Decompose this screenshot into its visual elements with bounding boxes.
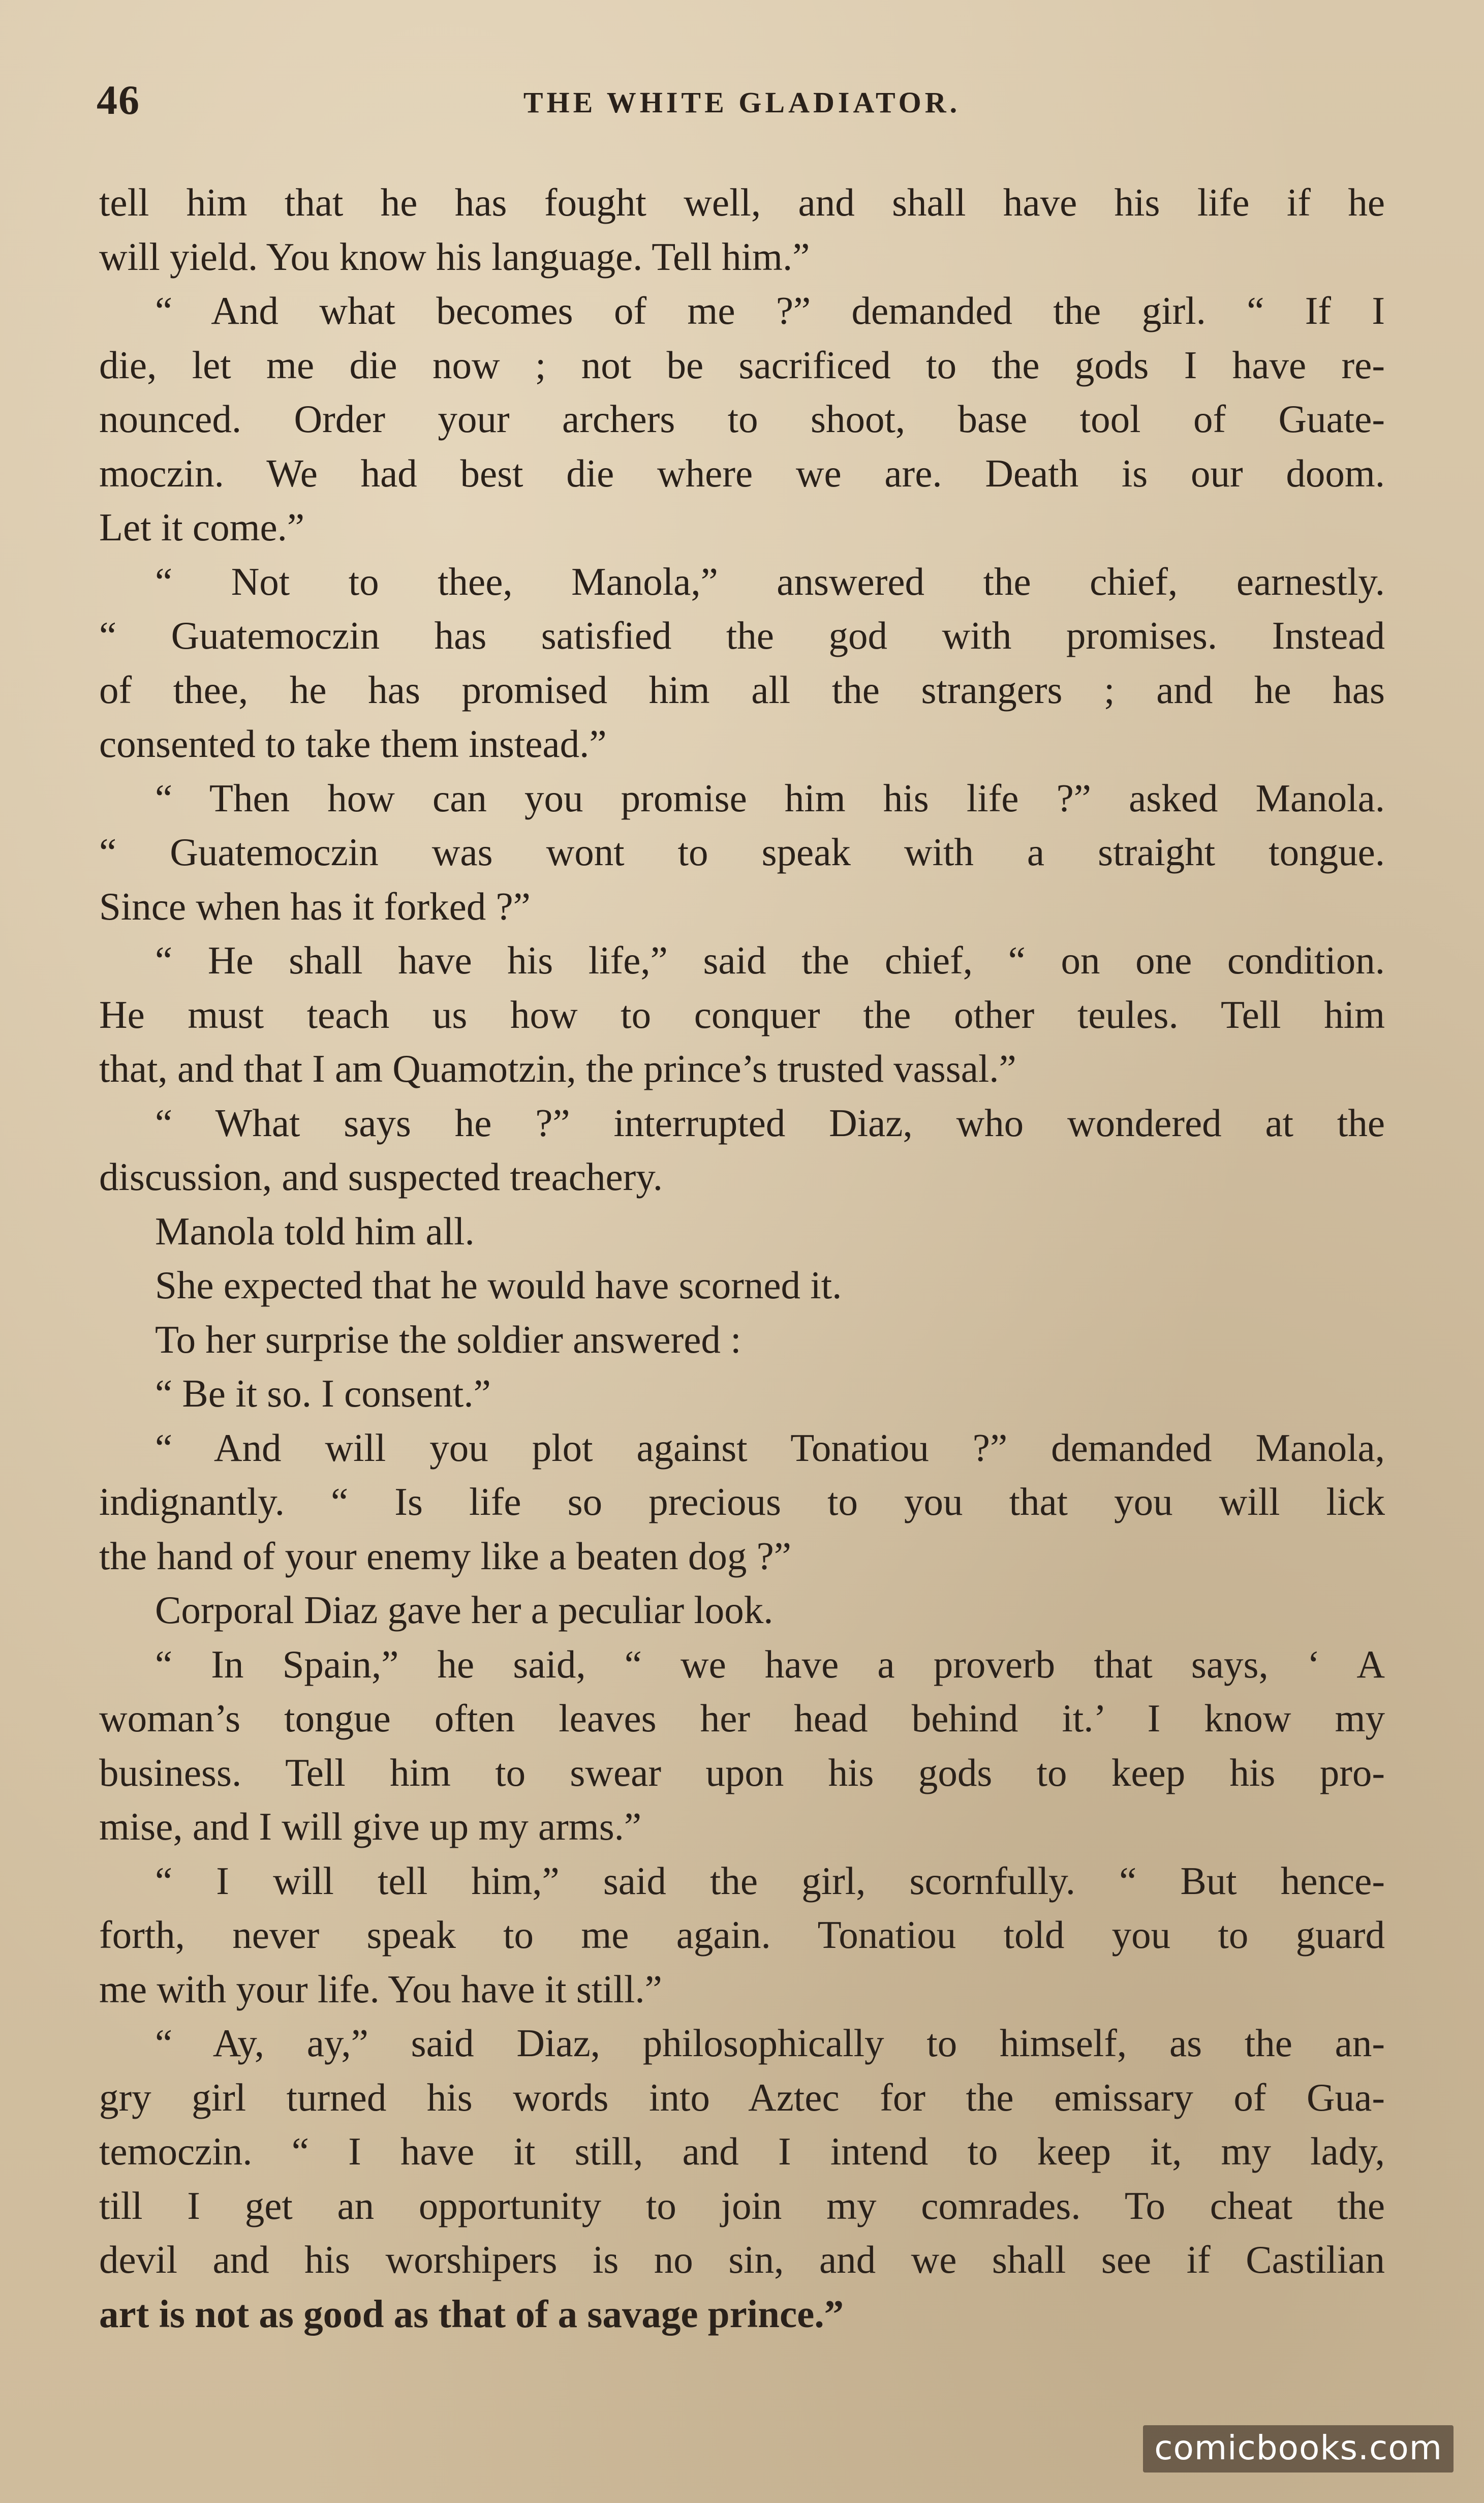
text-line: die, let me die now ; not be sacrificed to the gods I have re- xyxy=(99,343,1385,387)
text-line: “ Guatemoczin has satisfied the god with promises. Instead xyxy=(99,614,1385,657)
body-text xyxy=(99,175,1385,2341)
text-line: devil and his worshipers is no sin, and we shall see if Castilian xyxy=(99,2238,1385,2281)
text-line: till I get an opportunity to join my comrades. To cheat the xyxy=(99,2183,1385,2227)
text-line: that, and that I am Quamotzin, the prince’s trusted vassal.” xyxy=(99,1047,1016,1090)
text-line: “ And what becomes of me ?” demanded the girl. “ If I xyxy=(155,289,1385,332)
text-line: “ Be it so. I consent.” xyxy=(155,1371,491,1415)
running-head: THE WHITE GLADIATOR. xyxy=(523,86,961,119)
text-line: “ Ay, ay,” said Diaz, philosophically to himself, as the an- xyxy=(155,2021,1385,2065)
text-line: of thee, he has promised him all the strangers ; and he has xyxy=(99,667,1385,712)
text-line: woman’s tongue often leaves her head behind it.’ I know my xyxy=(99,1696,1385,1740)
text-line: She expected that he would have scorned it. xyxy=(155,1263,842,1307)
text-line: mise, and I will give up my arms.” xyxy=(99,1805,642,1848)
text-line: “ And will you plot against Tonatiou ?” demanded Manola, xyxy=(155,1425,1385,1470)
text-line: “ In Spain,” he said, “ we have a proverb that says, ‘ A xyxy=(155,1642,1385,1686)
text-line: discussion, and suspected treachery. xyxy=(99,1155,663,1199)
text-line: gry girl turned his words into Aztec for the emissary of Gua- xyxy=(99,2075,1385,2119)
text-line: nounced. Order your archers to shoot, base tool of Guate- xyxy=(99,397,1385,441)
watermark: comicbooks.com xyxy=(1143,2425,1454,2473)
text-line: “ Guatemoczin was wont to speak with a straight tongue. xyxy=(99,830,1385,874)
text-line: “ Then how can you promise him his life ?” asked Manola. xyxy=(155,776,1385,820)
text-line: “ Not to thee, Manola,” answered the chief, earnestly. xyxy=(155,559,1385,603)
page-header xyxy=(97,76,1387,137)
text-line: will yield. You know his language. Tell him.” xyxy=(99,234,810,279)
text-line: forth, never speak to me again. Tonatiou told you to guard xyxy=(99,1913,1385,1957)
text-line: indignantly. “ Is life so precious to you that you will lick xyxy=(99,1480,1385,1523)
text-line: Let it come.” xyxy=(99,505,305,549)
text-line: tell him that he has fought well, and shall have his life if he xyxy=(99,180,1385,224)
text-line: Since when has it forked ?” xyxy=(99,884,531,928)
text-line: “ What says he ?” interrupted Diaz, who wondered at the xyxy=(155,1101,1385,1145)
text-line: To her surprise the soldier answered : xyxy=(155,1317,741,1361)
text-line: art is not as good as that of a savage prince.” xyxy=(99,2292,844,2336)
text-line: temoczin. “ I have it still, and I intend to keep it, my lady, xyxy=(99,2129,1385,2173)
text-line: He must teach us how to conquer the other teules. Tell him xyxy=(99,992,1385,1036)
text-line: “ He shall have his life,” said the chief, “ on one condition. xyxy=(155,938,1385,982)
text-line: business. Tell him to swear upon his gods to keep his pro- xyxy=(99,1750,1385,1794)
text-line: me with your life. You have it still.” xyxy=(99,1967,662,2011)
text-line: the hand of your enemy like a beaten dog ?” xyxy=(99,1534,791,1578)
text-line: “ I will tell him,” said the girl, scornfully. “ But hence- xyxy=(155,1858,1385,1903)
page-number: 46 xyxy=(97,77,140,123)
text-line: Manola told him all. xyxy=(155,1209,475,1253)
text-line: Corporal Diaz gave her a peculiar look. xyxy=(155,1588,774,1632)
text-line: moczin. We had best die where we are. Death is our doom. xyxy=(99,451,1385,495)
text-line: consented to take them instead.” xyxy=(99,722,607,766)
